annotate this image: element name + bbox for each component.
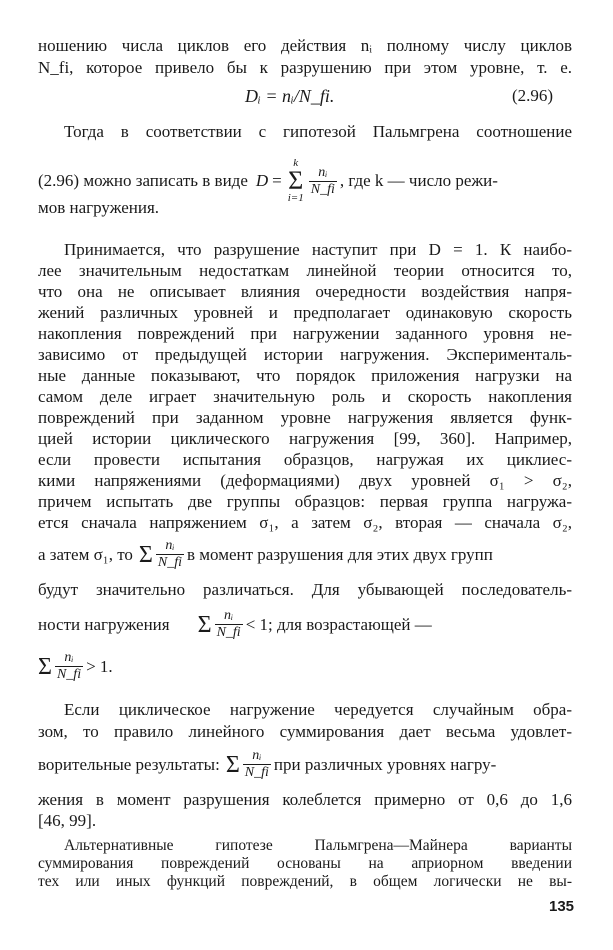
text-line: ется сначала напряжением σ₁, а затем σ₂, вторая — сначала σ₂, bbox=[38, 513, 572, 532]
sigma-glyph: Σ bbox=[288, 166, 304, 195]
text-line: Тогда в соответствии с гипотезой Пальмгрена соотношение bbox=[64, 122, 572, 141]
page-number: 135 bbox=[549, 898, 575, 915]
sigma-glyph: Σ bbox=[38, 653, 52, 680]
fraction bbox=[215, 608, 243, 641]
numerator: nᵢ bbox=[156, 538, 184, 555]
fraction bbox=[156, 538, 184, 571]
text-line: причем испытать две группы образцов: первая группа нагружа- bbox=[38, 492, 572, 511]
numerator: nᵢ bbox=[55, 650, 83, 667]
text-line: ные данные показывают, что порядок приложения нагрузки на bbox=[38, 366, 572, 385]
fraction bbox=[55, 650, 83, 683]
numerator: nᵢ bbox=[215, 608, 243, 625]
text-line: будут значительно различаться. Для убывающей последователь- bbox=[38, 580, 572, 599]
text-line: если провести испытания образцов, нагружая их циклиес- bbox=[38, 450, 572, 469]
text-segment: в момент разрушения для этих двух групп bbox=[187, 544, 493, 564]
denominator: N_fi bbox=[56, 667, 82, 682]
sum-lower: i=1 bbox=[287, 192, 304, 204]
text-line: зависимо от предыдущей истории нагружения. Эксперименталь- bbox=[38, 345, 572, 364]
text-segment: , где k — число режи- bbox=[339, 171, 498, 190]
text-segment: а затем σ₁, то bbox=[38, 544, 133, 564]
fraction bbox=[243, 748, 271, 781]
text-segment: ворительные результаты: bbox=[38, 754, 220, 774]
denominator: N_fi bbox=[310, 181, 335, 197]
text-line: цией истории циклического нагружения [99, 360]. Например, bbox=[38, 429, 572, 448]
text-line: лее значительным недостаткам линейной теории относится то, bbox=[38, 261, 572, 280]
text-line: [46, 99]. bbox=[38, 811, 97, 830]
denominator: N_fi bbox=[157, 555, 182, 570]
fraction bbox=[309, 165, 337, 198]
text-line: жения в момент разрушения колеблется примерно от 0,6 до 1,6 bbox=[38, 790, 572, 809]
formula-line bbox=[38, 748, 572, 781]
text-line: кими напряжениями (деформациями) двух уровней σ₁ > σ₂, bbox=[38, 471, 572, 490]
text-line: тех или иных функций повреждений, в общем логически не вы- bbox=[38, 873, 572, 890]
text-line: самом деле играет значительную роль и скорость накопления bbox=[38, 387, 572, 406]
text-line: мов нагружения. bbox=[38, 198, 160, 217]
text-line: Принимается, что разрушение наступит при D = 1. К наибо- bbox=[64, 240, 572, 259]
denominator: N_fi bbox=[216, 625, 241, 640]
numerator: nᵢ bbox=[309, 165, 337, 182]
text-line: что она не описывает влияния очередности воздействия напря- bbox=[38, 282, 572, 301]
text-line: зом, то правило линейного суммирования дает весьма удовлет- bbox=[38, 722, 572, 741]
text-line: повреждений при заданном уровне нагружения является функ- bbox=[38, 408, 572, 427]
equation-number: (2.96) bbox=[512, 86, 554, 105]
sigma-glyph: Σ bbox=[138, 541, 153, 568]
sigma-glyph: Σ bbox=[225, 751, 240, 778]
text-line: Если циклическое нагружение чередуется случайным обра- bbox=[64, 700, 572, 719]
sigma-glyph: Σ bbox=[197, 611, 212, 638]
text-line: жений различных уровней и предполагает одинаковую скорость bbox=[38, 303, 572, 322]
text-segment: > 1. bbox=[86, 656, 113, 676]
numerator: nᵢ bbox=[243, 748, 271, 765]
math-D: D bbox=[255, 171, 269, 190]
text-segment: (2.96) можно записать в виде bbox=[38, 171, 248, 190]
text-line: Альтернативные гипотезе Пальмгрена—Майнера варианты bbox=[64, 837, 572, 854]
formula-line bbox=[38, 608, 572, 641]
formula-line bbox=[38, 650, 572, 683]
formula-line bbox=[38, 538, 572, 571]
denominator: N_fi bbox=[244, 765, 269, 780]
text-line: ношению числа циклов его действия nᵢ полному числу циклов bbox=[38, 36, 572, 55]
text-line: суммирования повреждений основаны на априорном введении bbox=[38, 855, 572, 872]
text-line: накопления повреждений при нагружении заданного уровня не- bbox=[38, 324, 572, 343]
equation-2-96: Dᵢ = nᵢ/N_fi. bbox=[245, 86, 335, 106]
text-segment: при различных уровнях нагру- bbox=[273, 754, 497, 774]
text-line: N_fi, которое привело бы к разрушению при этом уровне, т. е. bbox=[38, 58, 572, 77]
math-equals: = bbox=[272, 171, 282, 190]
sum-upper: k bbox=[293, 157, 299, 169]
text-segment: < 1; для возрастающей — bbox=[245, 614, 432, 634]
text-segment: ности нагружения bbox=[38, 614, 170, 634]
